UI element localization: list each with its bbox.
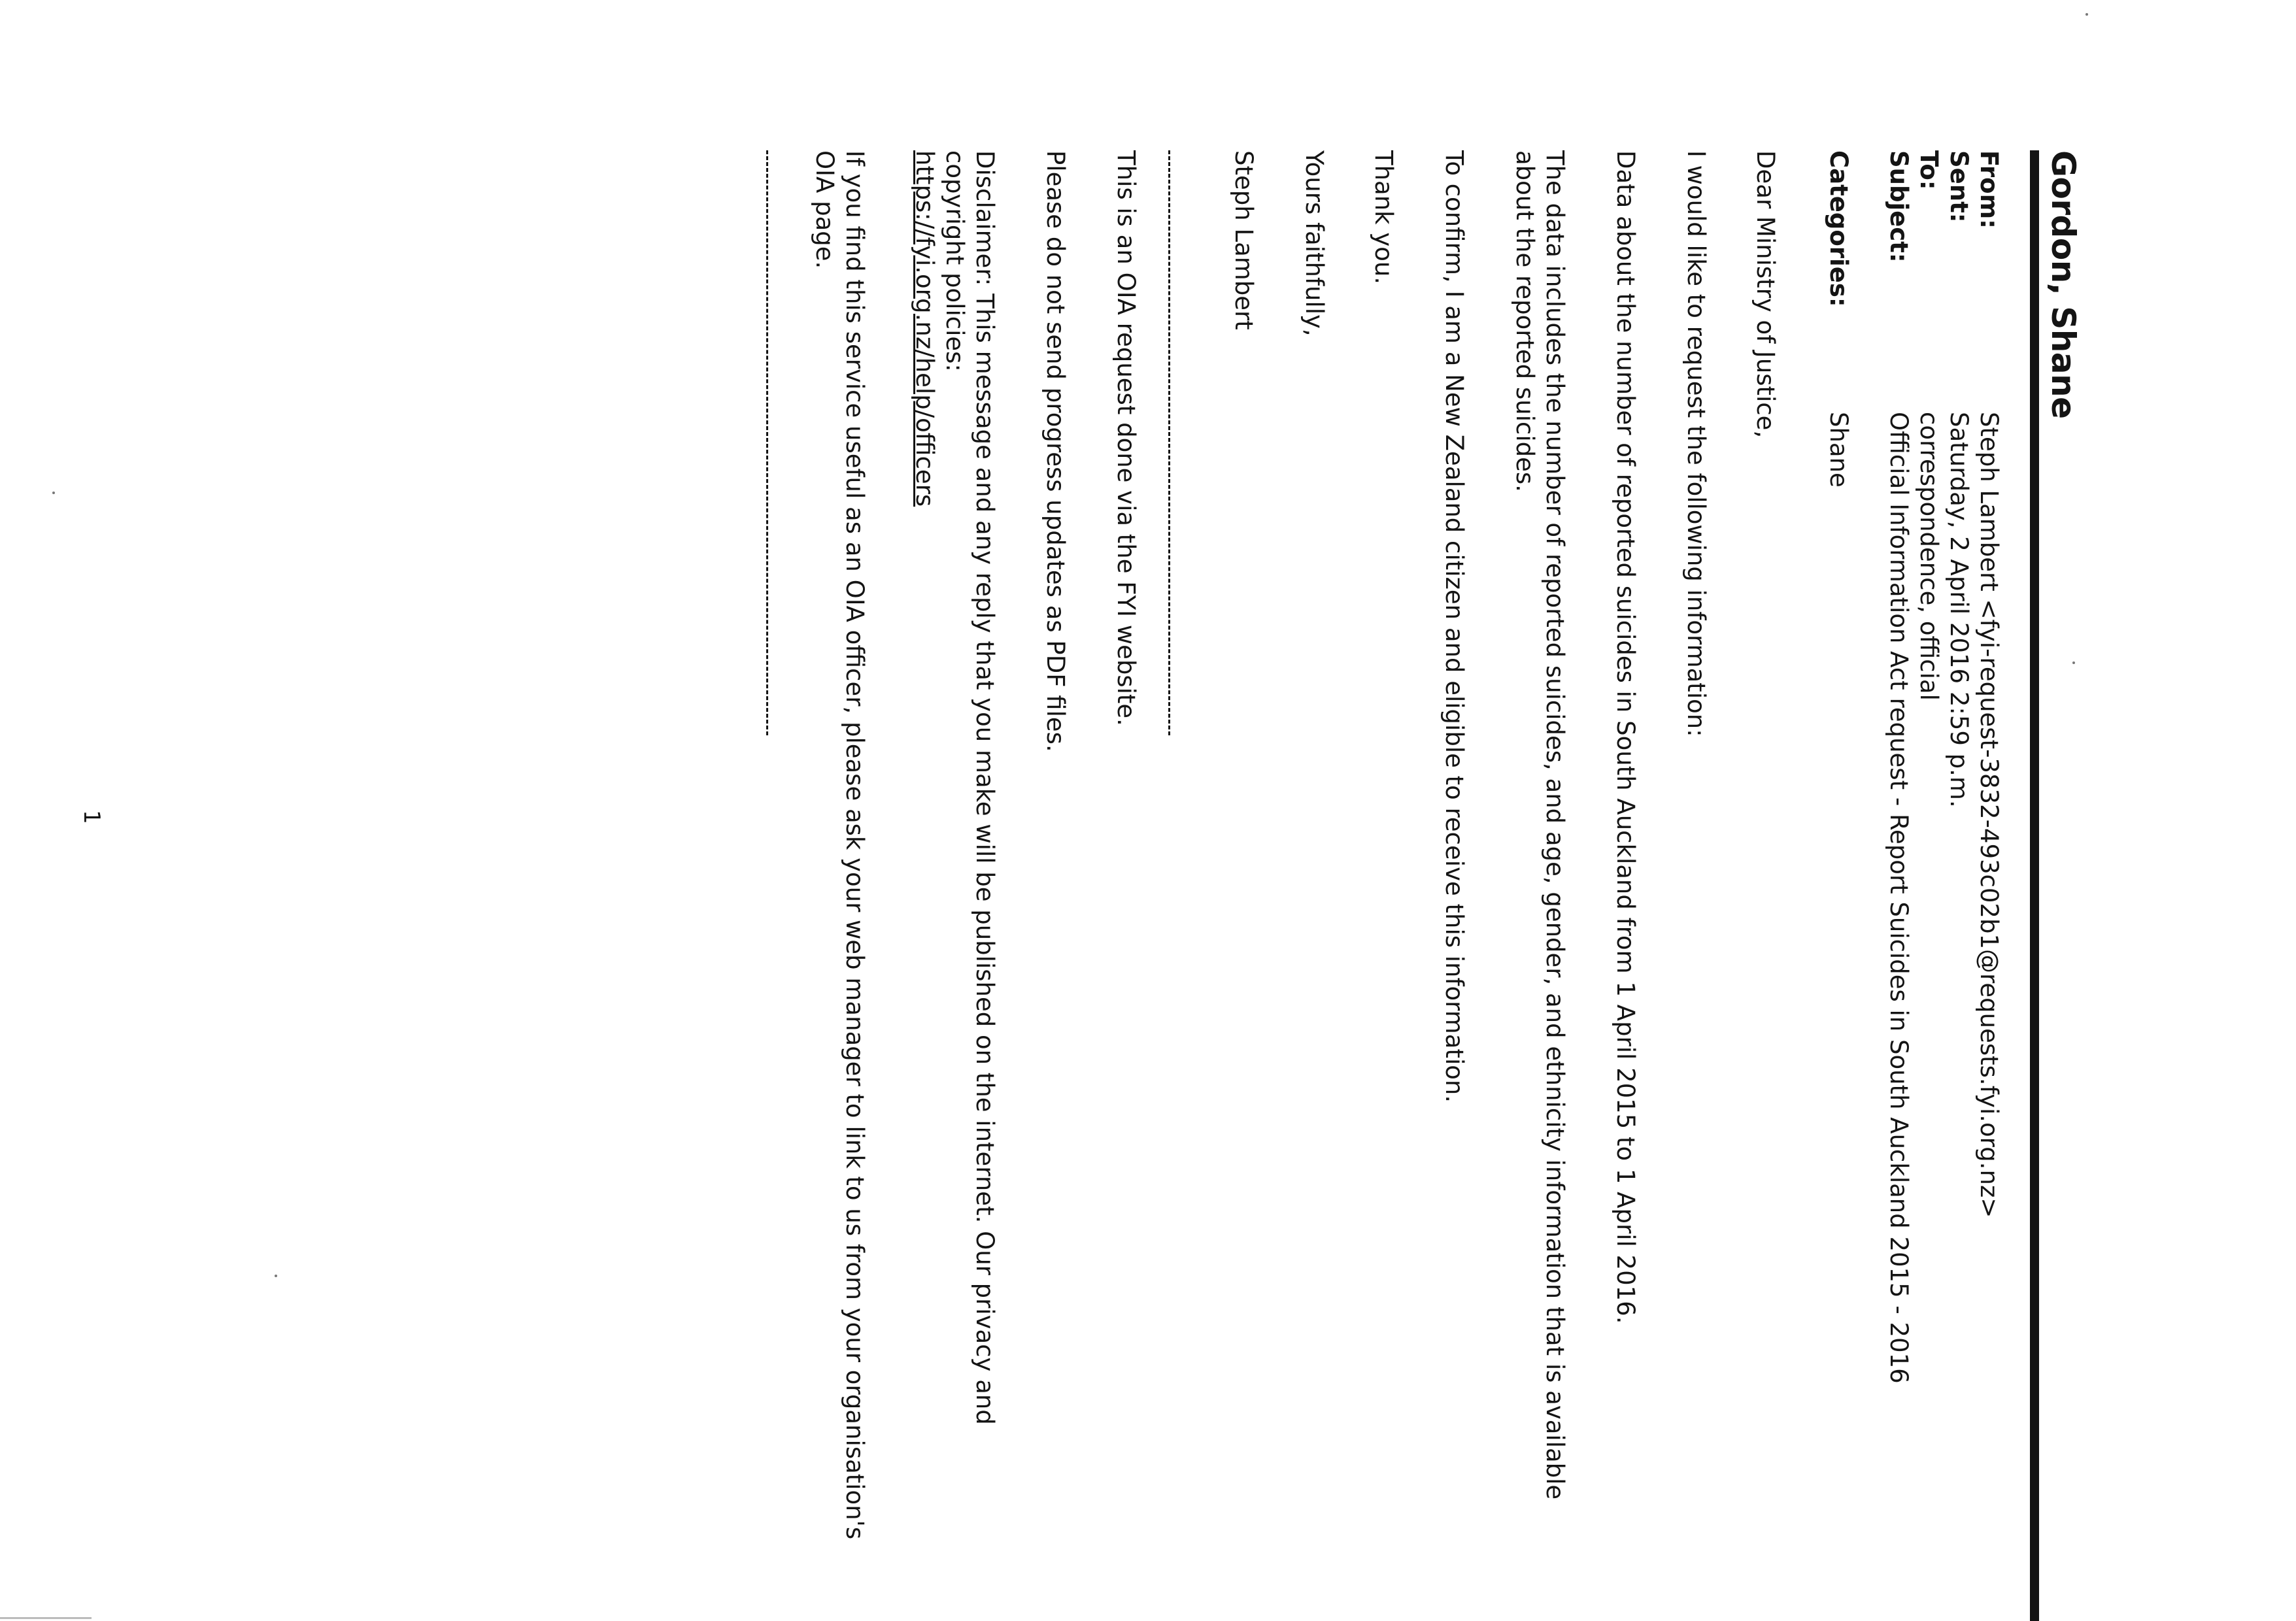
body-paragraph-details: The data includes the number of reported suicides, and age, gender, and ethnicity information that is available about the reported suicides. <box>1511 150 1569 1500</box>
scan-speck <box>275 1275 277 1277</box>
scan-speck <box>2072 661 2075 664</box>
salutation: Dear Ministry of Justice, <box>1751 150 1780 439</box>
subject-label: Subject: <box>1885 150 1913 263</box>
to-value: correspondence, official <box>1915 412 1943 701</box>
scan-speck <box>52 492 55 494</box>
body-paragraph-confirm: To confirm, I am a New Zealand citizen and eligible to receive this information. <box>1440 150 1468 1103</box>
subject-value: Official Information Act request - Report Suicides in South Auckland 2015 - 2016 <box>1885 412 1913 1384</box>
separator-top <box>1168 150 1170 735</box>
signature: Steph Lambert <box>1230 150 1258 330</box>
from-label: From: <box>1975 150 2003 229</box>
footer-disclaimer-text: Disclaimer: This message and any reply that you make will be published on the internet. Our privacy and copyright policies: <box>941 150 999 1425</box>
footer-oia-note: This is an OIA request done via the FYI website. <box>1112 150 1140 726</box>
footer-disclaimer <box>909 150 1000 1523</box>
categories-label: Categories: <box>1825 150 1853 307</box>
policies-link[interactable]: https://fyi.org.nz/help/officers <box>911 150 939 507</box>
footer-officer-note: If you find this service useful as an OIA officer, please ask your web manager to link to us from your organisation's OIA page. <box>811 150 869 1540</box>
to-label: To: <box>1915 150 1943 190</box>
page-number <box>78 810 105 830</box>
from-value: Steph Lambert <fyi-request-3832-493c02b1@requests.fyi.org.nz> <box>1975 412 2003 1218</box>
categories-value: Shane <box>1825 412 1853 488</box>
scan-speck <box>2085 13 2088 16</box>
page-number-text: 1 <box>78 810 105 824</box>
page-title: Gordon, Shane <box>2044 150 2082 419</box>
title-rule <box>2030 150 2039 1621</box>
email-document <box>513 150 2082 1621</box>
scan-edge-mark <box>0 1617 92 1619</box>
body-paragraph-request: I would like to request the following information: <box>1682 150 1710 737</box>
sent-label: Sent: <box>1945 150 1973 223</box>
body-paragraph-thanks: Thank you. <box>1370 150 1398 285</box>
body-paragraph-data: Data about the number of reported suicides in South Auckland from 1 April 2015 to 1 April 2016. <box>1612 150 1640 1324</box>
footer-pdf-note: Please do not send progress updates as PDF files. <box>1041 150 1070 752</box>
closing: Yours faithfully, <box>1300 150 1328 337</box>
separator-bottom <box>766 150 768 735</box>
sent-value: Saturday, 2 April 2016 2:59 p.m. <box>1945 412 1973 808</box>
